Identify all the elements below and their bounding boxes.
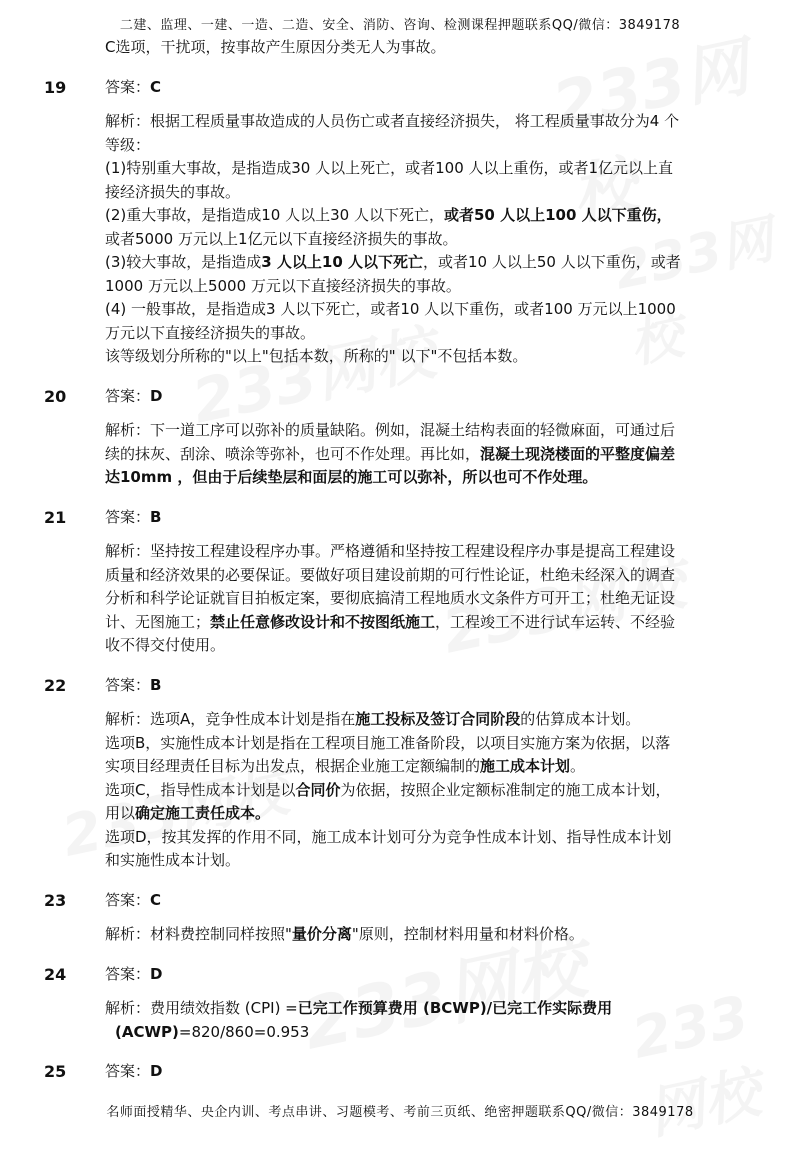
page-header: 二建、监理、一建、一造、二造、安全、消防、咨询、检测课程押题联系QQ/微信：3849178 (119, 18, 681, 33)
answer-label: 答案： (105, 507, 151, 526)
text-run: 解析：选项A，竞争性成本计划是指在 (105, 710, 356, 728)
explanation-line (105, 204, 735, 228)
explanation-line (105, 251, 735, 275)
question-header (44, 963, 735, 987)
explanation-line (105, 802, 735, 826)
question-number: 22 (44, 675, 67, 695)
answer-value: B (150, 675, 162, 694)
emphasis-text: 施工成本计划 (480, 757, 571, 775)
emphasis-text: 合同价 (295, 780, 341, 799)
question-22 (44, 674, 735, 873)
answer-value: D (150, 386, 163, 405)
emphasis-text: 混凝土现浇楼面的平整度偏差 (480, 444, 676, 463)
emphasis-text: 确定施工责任成本。 (135, 804, 271, 822)
explanation-line (105, 1021, 735, 1045)
explanation-line: 1000 万元以上5000 万元以下直接经济损失的事故。 (105, 276, 461, 295)
question-19 (44, 76, 735, 369)
text-run: 的估算成本计划。 (520, 710, 641, 728)
explanation-line: 接经济损失的事故。 (105, 182, 241, 201)
explanation-line: 选项B，实施性成本计划是指在工程项目施工准备阶段，以项目实施方案为依据，以落 (105, 733, 671, 752)
explanation-line (105, 997, 735, 1021)
question-number: 19 (44, 77, 67, 97)
emphasis-text: (ACWP) (115, 1022, 179, 1041)
answer-value: C (150, 890, 162, 909)
explanation-line: (4) 一般事故，是指造成3 人以下死亡，或者10 人以下重伤，或者100 万元以上1000 (105, 300, 676, 318)
text-run: 续的抹灰、刮涂、喷涂等弥补，也可不作处理。再比如， (105, 444, 481, 463)
question-header (44, 1060, 735, 1084)
page-footer: 名师面授精华、央企内训、考点串讲、习题模考、考前三页纸、绝密押题联系QQ/微信：3849178 (106, 1105, 694, 1120)
answer-label: 答案： (105, 890, 151, 909)
text-run: 为依据，按照企业定额标准制定的施工成本计划， (340, 780, 671, 799)
question-header (44, 889, 735, 913)
answer-label: 答案： (105, 1062, 151, 1080)
text-run: 。 (570, 757, 586, 775)
question-number: 25 (44, 1062, 67, 1081)
explanation-line: 质量和经济效果的必要保证。要做好项目建设前期的可行性论证，杜绝未经深入的调查 (105, 565, 676, 584)
explanation-line: 解析：坚持按工程建设程序办事。严格遵循和坚持按工程建设程序办事是提高工程建设 (105, 542, 676, 560)
text-run: 解析：费用绩效指数 (CPI) = (105, 999, 298, 1017)
text-run: (2)重大事故，是指造成10 人以上30 人以下死亡， (105, 206, 444, 224)
emphasis-text: 量价分离 (291, 925, 352, 943)
explanation-line: 该等级划分所称的"以上"包括本数，所称的" 以下"不包括本数。 (105, 347, 528, 365)
text-run: 选项C，指导性成本计划是以 (105, 780, 296, 799)
text-run: "原则，控制材料用量和材料价格。 (351, 925, 584, 943)
explanation-line: 解析：下一道工序可以弥补的质量缺陷。例如，混凝土结构表面的轻微麻面，可通过后 (105, 421, 676, 439)
answer-label: 答案： (105, 386, 151, 405)
explanation-line (105, 611, 735, 635)
question-header (44, 674, 735, 698)
text-run: 计、无图施工； (105, 612, 211, 631)
explanation-line (105, 923, 735, 947)
explanation-line: (1)特别重大事故，是指造成30 人以上死亡，或者100 人以上重伤，或者1亿元以上直 (105, 159, 674, 177)
text-run: 解析：材料费控制同样按照" (105, 925, 292, 943)
answer-label: 答案： (105, 964, 151, 983)
question-number: 24 (44, 964, 67, 984)
text-run: ，或者10 人以上50 人以下重伤，或者 (423, 253, 681, 271)
text-run: 用以 (105, 804, 136, 822)
answer-value: D (150, 964, 163, 983)
question-21 (44, 506, 735, 658)
explanation-line (105, 779, 735, 803)
question-number: 20 (44, 386, 67, 406)
question-number: 23 (44, 890, 67, 910)
question-number: 21 (44, 507, 67, 527)
explanation-line (105, 755, 735, 779)
explanation-line: 和实施性成本计划。 (105, 851, 241, 869)
question-header (44, 385, 735, 409)
answer-label: 答案： (105, 675, 151, 694)
emphasis-text: 或者50 人以上100 人以下重伤， (443, 206, 672, 224)
question-header (44, 76, 735, 100)
emphasis-text: 达10mm ，但由于后续垫层和面层的施工可以弥补，所以也可不作处理。 (105, 468, 598, 486)
intro-block (75, 36, 735, 60)
emphasis-text: 禁止任意修改设计和不按图纸施工 (210, 612, 436, 631)
text-run: ，工程竣工不进行试车运转、不经验 (435, 612, 676, 631)
intro-line: C选项，干扰项，按事故产生原因分类无人为事故。 (105, 38, 446, 56)
question-23 (44, 889, 735, 947)
explanation-line (105, 443, 735, 467)
emphasis-text: 施工投标及签订合同阶段 (355, 710, 521, 728)
answer-value: D (150, 1062, 163, 1080)
answer-value: C (150, 77, 162, 96)
question-24 (44, 963, 735, 1045)
explanation-line (105, 466, 735, 490)
text-run: =820/860=0.953 (178, 1022, 310, 1041)
explanation-line: 万元以下直接经济损失的事故。 (105, 323, 316, 342)
emphasis-text: 3 人以上10 人以下死亡 (261, 253, 424, 271)
text-run: (3)较大事故，是指造成 (105, 253, 262, 271)
explanation-line: 解析：根据工程质量事故造成的人员伤亡或者直接经济损失， 将工程质量事故分为4 个 (105, 112, 680, 130)
explanation-line: 收不得交付使用。 (105, 636, 226, 654)
answer-label: 答案： (105, 77, 151, 96)
explanation-line: 分析和科学论证就盲目拍板定案，要彻底搞清工程地质水文条件方可开工；杜绝无证设 (105, 589, 676, 607)
question-25 (44, 1060, 735, 1084)
question-header (44, 506, 735, 530)
explanation-line: 或者5000 万元以上1亿元以下直接经济损失的事故。 (105, 229, 458, 248)
emphasis-text: 已完工作预算费用 (BCWP)/已完工作实际费用 (297, 999, 613, 1017)
explanation-line (105, 708, 735, 732)
question-20 (44, 385, 735, 490)
explanation-line: 选项D，按其发挥的作用不同，施工成本计划可分为竞争性成本计划、指导性成本计划 (105, 827, 672, 846)
answer-value: B (150, 507, 162, 526)
answer-content (44, 36, 735, 1095)
explanation-line: 等级： (105, 135, 151, 154)
text-run: 实项目经理责任目标为出发点，根据企业施工定额编制的 (105, 757, 481, 775)
